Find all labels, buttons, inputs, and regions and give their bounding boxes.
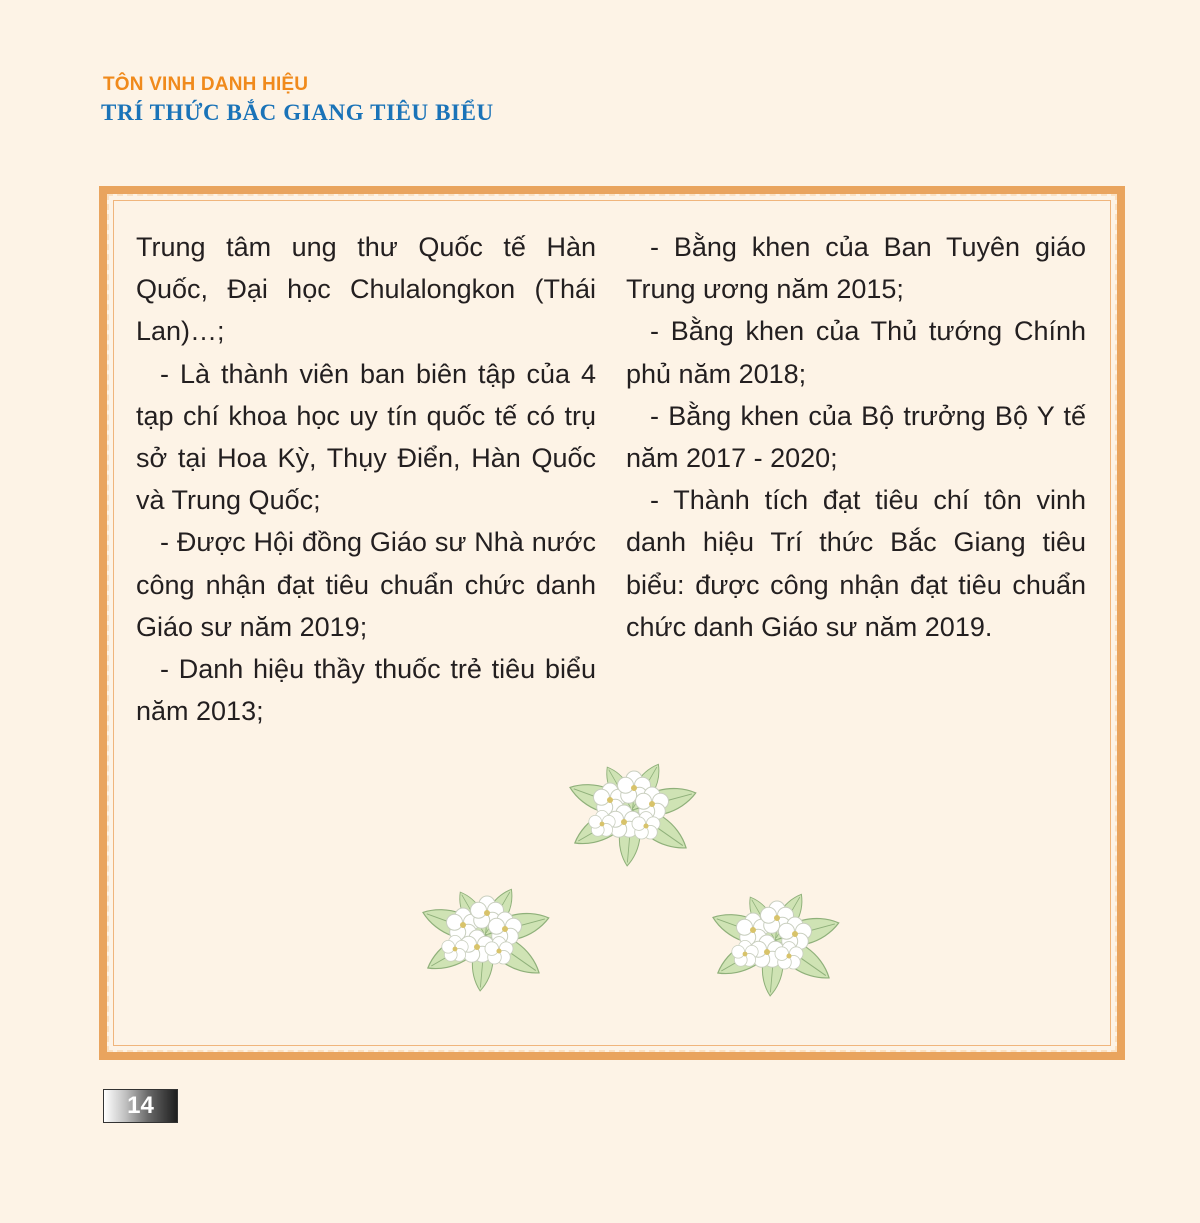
paragraph: - Bằng khen của Thủ tướng Chính phủ năm 2018; xyxy=(626,316,1086,389)
paragraph: - Là thành viên ban biên tập của 4 tạp chí khoa học uy tín quốc tế có trụ sở tại Hoa Kỳ, Thụy Điển, Hàn Quốc và Trung Quốc; xyxy=(136,358,596,516)
header-title-line2: TRÍ THỨC BẮC GIANG TIÊU BIỂU xyxy=(101,100,494,125)
header-title-line1: TÔN VINH DANH HIỆU xyxy=(103,74,309,95)
flower-cluster-right xyxy=(709,889,842,996)
flower-cluster-top xyxy=(566,759,699,866)
flower-cluster-left xyxy=(419,884,552,991)
paragraph: - Bằng khen của Ban Tuyên giáo Trung ương năm 2015; xyxy=(626,232,1086,305)
paragraph: - Bằng khen của Bộ trưởng Bộ Y tế năm 2017 - 2020; xyxy=(626,400,1086,474)
paragraph: - Được Hội đồng Giáo sư Nhà nước công nhận đạt tiêu chuẩn chức danh Giáo sư năm 2019; xyxy=(136,527,596,642)
paragraph: Trung tâm ung thư Quốc tế Hàn Quốc, Đại học Chulalongkon (Thái Lan)…; xyxy=(136,232,596,347)
paragraph: - Danh hiệu thầy thuốc trẻ tiêu biểu năm 2013; xyxy=(136,654,596,727)
paragraph: - Thành tích đạt tiêu chí tôn vinh danh hiệu Trí thức Bắc Giang tiêu biểu: được công nhận đạt tiêu chuẩn chức danh Giáo sư năm 2019. xyxy=(626,485,1086,642)
page-number: 14 xyxy=(103,1089,178,1123)
